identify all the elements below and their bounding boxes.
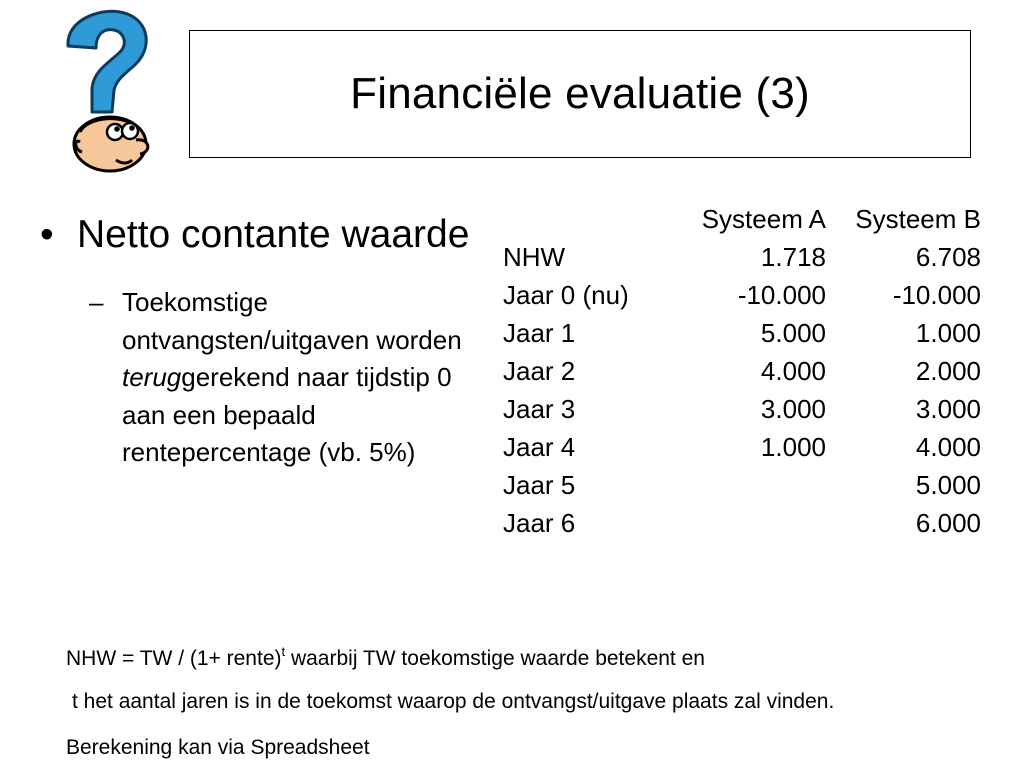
bullet-sub-part: Toekomstige ontvangsten/uitgaven worden [122, 287, 462, 355]
table-row [500, 314, 981, 352]
table-header-cell: Systeem B [855, 204, 981, 234]
table-row [500, 466, 981, 504]
table-header-cell: Systeem A [701, 204, 826, 234]
table-row [500, 352, 981, 390]
value-cell: 5.000 [760, 318, 826, 348]
value-cell: 1.718 [760, 242, 826, 272]
explanation-line: t het aantal jaren is in de toekomst waarop de ontvangst/uitgave plaats zal vinden. [72, 690, 835, 713]
value-cell [661, 504, 826, 542]
formula-exponent: t [281, 644, 286, 659]
value-cell: 1.000 [915, 318, 981, 348]
table-header-cell [500, 200, 661, 238]
value-cell: 4.000 [915, 432, 981, 462]
table-row [500, 504, 981, 542]
table-row [500, 428, 981, 466]
value-cell: 4.000 [760, 356, 826, 386]
bullet-main [40, 210, 480, 260]
row-label-cell: NHW [503, 242, 566, 272]
row-label-cell: Jaar 0 (nu) [503, 280, 629, 310]
question-mark-head-icon [58, 8, 158, 174]
bullet-sub-part: gerekend naar tijdstip 0 aan een bepaald rentepercentage (vb. 5%) [122, 362, 452, 467]
bullet-main-text: Netto contante waarde [77, 213, 470, 256]
value-cell: 6.000 [915, 508, 981, 538]
bullet-list [40, 210, 480, 472]
table-row [500, 390, 981, 428]
bullet-dot-icon: • [40, 213, 54, 256]
row-label-cell: Jaar 2 [503, 356, 576, 386]
spreadsheet-note: Berekening kan via Spreadsheet [66, 736, 370, 759]
value-cell: 5.000 [915, 470, 981, 500]
slide-title: Financiële evaluatie (3) [350, 69, 810, 118]
value-cell [661, 466, 826, 504]
value-cell: 2.000 [915, 356, 981, 386]
row-label-cell: Jaar 6 [503, 508, 576, 538]
formula-text: waarbij TW toekomstige waarde betekent en [285, 647, 705, 670]
title-box [189, 30, 971, 158]
formula-text: NHW = TW / (1+ rente) [66, 647, 282, 670]
row-label-cell: Jaar 1 [503, 318, 576, 348]
row-label-cell: Jaar 3 [503, 394, 576, 424]
formula-line [66, 645, 705, 671]
table-row [500, 276, 981, 314]
bullet-sub-emphasis: terug [122, 362, 182, 392]
table-header-row [500, 200, 981, 238]
value-cell: 6.708 [915, 242, 981, 272]
table-row [500, 238, 981, 276]
value-cell: -10.000 [892, 280, 981, 310]
value-cell: 3.000 [915, 394, 981, 424]
npv-table [500, 200, 981, 542]
row-label-cell: Jaar 5 [503, 470, 576, 500]
value-cell: -10.000 [737, 280, 826, 310]
row-label-cell: Jaar 4 [503, 432, 576, 462]
bullet-sub [89, 284, 480, 472]
value-cell: 1.000 [760, 432, 826, 462]
bullet-sub-text [122, 284, 480, 472]
dash-bullet-icon: – [89, 287, 104, 317]
value-cell: 3.000 [760, 394, 826, 424]
